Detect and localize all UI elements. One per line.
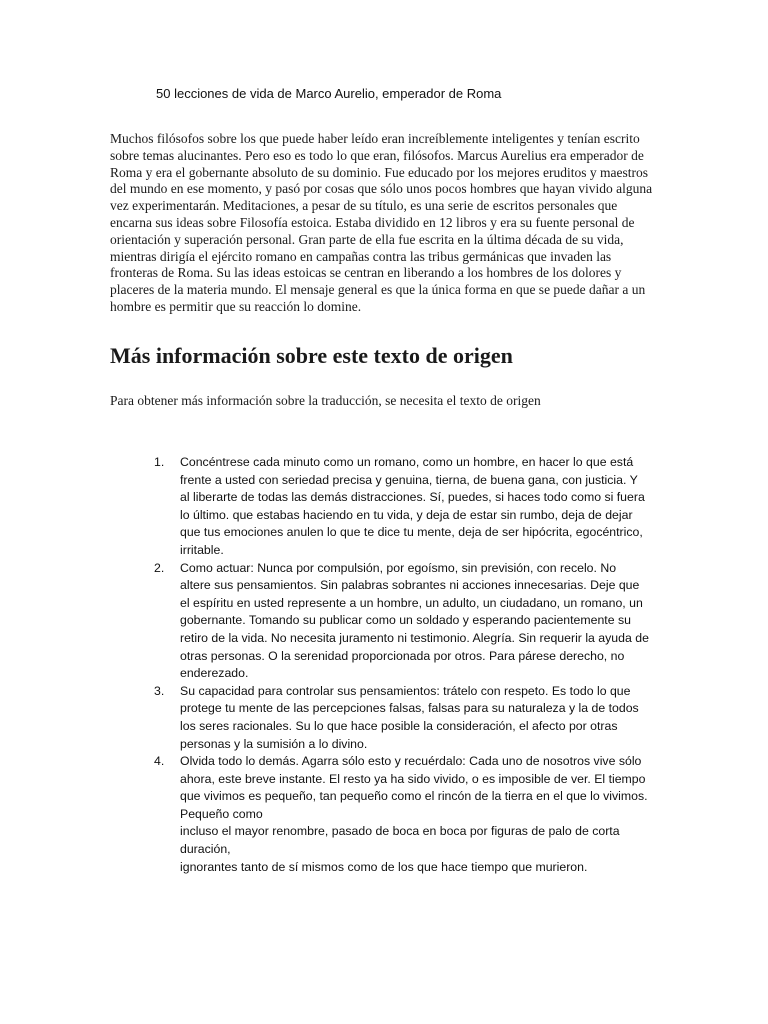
list-item-number: 2. bbox=[154, 560, 165, 575]
section-heading: Más información sobre este texto de origen bbox=[110, 343, 513, 368]
list-item bbox=[140, 683, 650, 753]
list-item bbox=[140, 560, 650, 683]
section-note: Para obtener más información sobre la traducción, se necesita el texto de origen bbox=[110, 393, 541, 408]
document-title: 50 lecciones de vida de Marco Aurelio, emperador de Roma bbox=[156, 86, 502, 101]
lessons-list bbox=[140, 454, 650, 876]
list-item-number: 4. bbox=[154, 754, 165, 769]
list-item bbox=[140, 753, 650, 876]
intro-paragraph: Muchos filósofos sobre los que puede haber leído eran increíblemente inteligentes y tenían escrito sobre temas alucinantes. Pero eso es todo lo que eran, filósofos. Marcus Aurelius era emperador de Roma y era el gobernante absoluto de su dominio. Fue educado por los mejores eruditos y maestros del mundo en ese momento, y pasó por cosas que sólo unos pocos hombres que hayan vivido alguna vez experimentarán. Meditaciones, a pesar de su título, es una serie de escritos personales que encarna sus ideas sobre Filosofía estoica. Estaba dividido en 12 libros y era su fuente personal de orientación y superación personal. Gran parte de ella fue escrita en la última década de su vida, mientras dirigía el ejército romano en campañas contra las tribus germánicas que invaden las fronteras de Roma. Su las ideas estoicas se centran en liberando a los hombres de los dolores y placeres de la materia mundo. El mensaje general es que la única forma en que se puede dañar a un hombre es permitir que su reacción lo domine. bbox=[110, 131, 653, 314]
list-item-text: Concéntrese cada minuto como un romano, como un hombre, en hacer lo que está frente a usted con seriedad precisa y genuina, tierna, de buena gana, con justicia. Y al liberarte de todas las demás distracciones. Sí, puedes, si haces todo como si fuera lo último. que estabas haciendo en tu vida, y deja de estar sin rumbo, deja de dejar que tus emociones anulen lo que te dice tu mente, deja de ser hipócrita, egocéntrico, irritable. bbox=[180, 455, 645, 557]
list-item-text: Como actuar: Nunca por compulsión, por egoísmo, sin previsión, con recelo. No altere sus pensamientos. Sin palabras sobrantes ni acciones innecesarias. Deje que el espíritu en usted represente a un hombre, un adulto, un ciudadano, un romano, un gobernante. Tomando su publicar como un soldado y esperando pacientemente su retiro de la vida. No necesita juramento ni testimonio. Alegría. Sin requerir la ayuda de otras personas. O la serenidad proporcionada por otros. Para párese derecho, no enderezado. bbox=[180, 560, 649, 681]
list-item-number: 3. bbox=[154, 683, 165, 698]
list-item bbox=[140, 454, 650, 560]
list-item-text: Su capacidad para controlar sus pensamientos: trátelo con respeto. Es todo lo que protege tu mente de las percepciones falsas, falsas para su naturaleza y la de todos los seres racionales. Su lo que hace posible la consideración, el afecto por otras personas y la sumisión a lo divino. bbox=[180, 683, 639, 751]
list-item-number: 1. bbox=[154, 455, 165, 469]
list-item-text: Olvida todo lo demás. Agarra sólo esto y recuérdalo: Cada uno de nosotros vive sólo ahora, este breve instante. El resto ya ha sido vivido, o es imposible de ver. El tiempo que vivimos es pequeño, tan pequeño como el rincón de la tierra en el que lo vivimos. Pequeño como incluso el mayor renombre, pasado de boca en boca por figuras de palo de corta duración, ignorantes tanto de sí mismos como de los que hace tiempo que murieron. bbox=[180, 754, 648, 874]
